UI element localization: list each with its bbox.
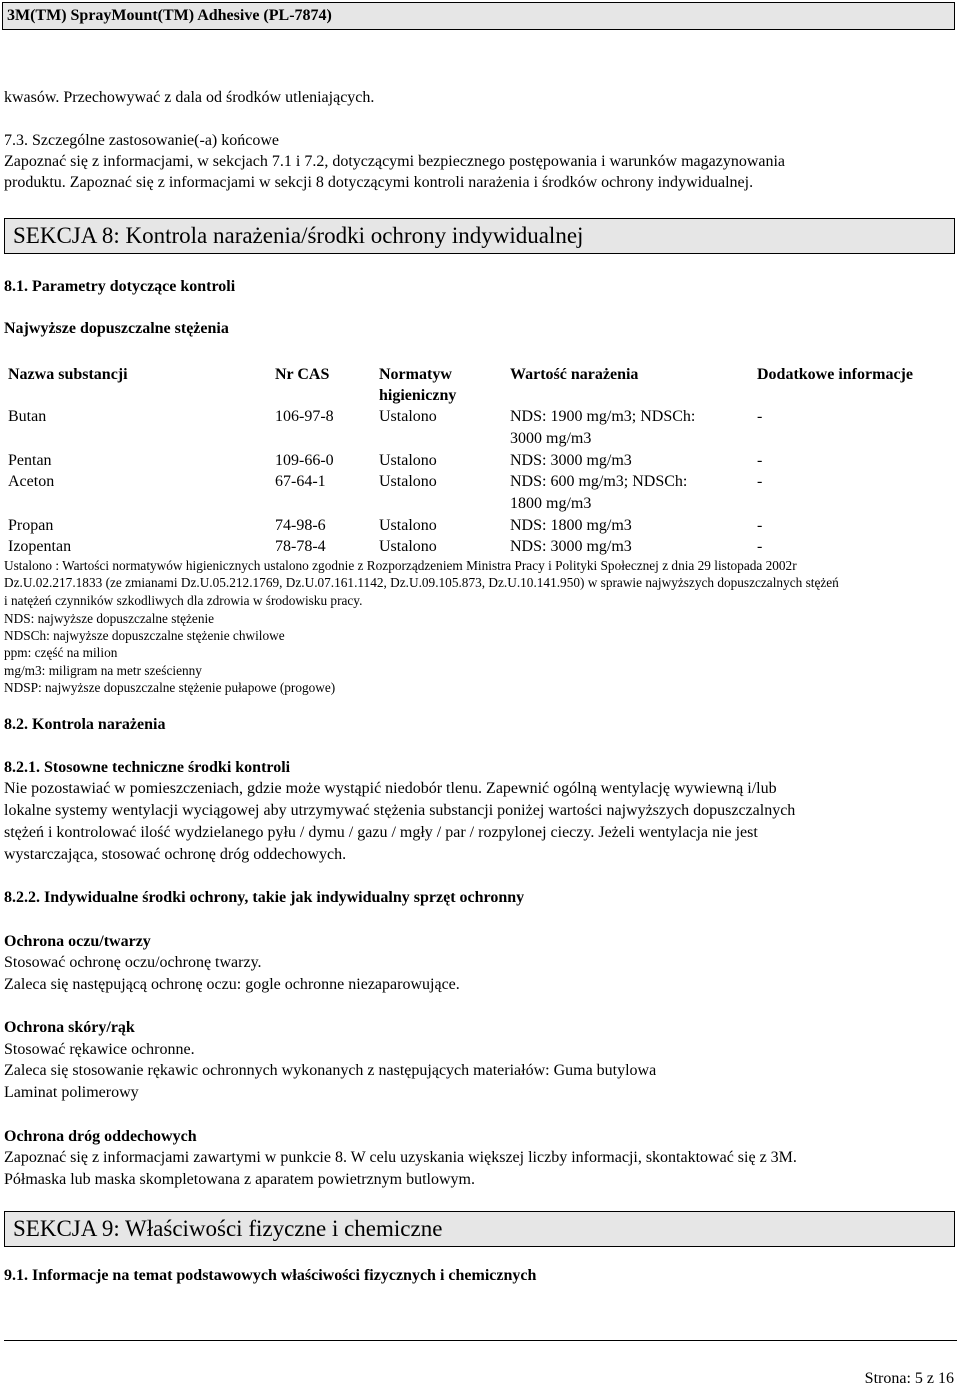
table-cell-value-cont: 1800 mg/m3 — [510, 495, 592, 512]
note-line: NDSCh: najwyższe dopuszczalne stężenie chwilowe — [4, 628, 285, 643]
table-cell-standard: Ustalono — [379, 517, 437, 534]
table-cell-standard: Ustalono — [379, 538, 437, 555]
table-cell-substance: Izopentan — [8, 538, 72, 555]
table-cell-substance: Butan — [8, 408, 47, 425]
table-cell-cas: 109-66-0 — [275, 452, 334, 469]
eye-protection-title: Ochrona oczu/twarzy — [4, 933, 151, 950]
table-cell-cas: 106-97-8 — [275, 408, 334, 425]
column-header-standard-line2: higieniczny — [379, 387, 457, 404]
skin-protection-text: Zaleca się stosowanie rękawic ochronnych wykonanych z następujących materiałów: Guma butylowa — [4, 1062, 657, 1079]
table-cell-cas: 74-98-6 — [275, 517, 326, 534]
note-line: Dz.U.02.217.1833 (ze zmianami Dz.U.05.212.1769, Dz.U.07.161.1142, Dz.U.09.105.873, Dz.U.10.141.950) w sprawie najwyższych dopuszczalnych stężeń — [4, 575, 839, 590]
section-8-2-1-text-line: lokalne systemy wentylacji wyciągowej aby utrzymywać stężenia substancji poniżej wartości najwyższych dopuszczalnych — [4, 802, 796, 819]
column-header-additional-info: Dodatkowe informacje — [757, 366, 913, 383]
section-8-2-1-title: 8.2.1. Stosowne techniczne środki kontroli — [4, 759, 291, 776]
nds-subtitle: Najwyższe dopuszczalne stężenia — [4, 320, 229, 337]
note-line: NDS: najwyższe dopuszczalne stężenie — [4, 611, 215, 626]
table-cell-value: NDS: 3000 mg/m3 — [510, 538, 632, 555]
skin-protection-text: Laminat polimerowy — [4, 1084, 139, 1101]
table-cell-cas: 78-78-4 — [275, 538, 326, 555]
table-cell-info: - — [757, 452, 763, 469]
table-cell-substance: Propan — [8, 517, 54, 534]
section-7-3-title: 7.3. Szczególne zastosowanie(-a) końcowe — [4, 132, 279, 149]
note-line: NDSP: najwyższe dopuszczalne stężenie pułapowe (progowe) — [4, 680, 336, 695]
note-line: ppm: część na milion — [4, 645, 118, 660]
footer-divider — [4, 1340, 957, 1341]
column-header-cas: Nr CAS — [275, 366, 330, 383]
skin-protection-title: Ochrona skóry/rąk — [4, 1019, 135, 1036]
table-cell-info: - — [757, 473, 763, 490]
table-cell-value: NDS: 1900 mg/m3; NDSCh: — [510, 408, 696, 425]
section-7-3-text-line: produktu. Zapoznać się z informacjami w sekcji 8 dotyczącymi kontroli narażenia i środków ochrony indywidualnej. — [4, 174, 754, 191]
respiratory-protection-title: Ochrona dróg oddechowych — [4, 1128, 197, 1145]
eye-protection-text: Stosować ochronę oczu/ochronę twarzy. — [4, 954, 262, 971]
table-cell-value-cont: 3000 mg/m3 — [510, 430, 592, 447]
section-9-1-title: 9.1. Informacje na temat podstawowych właściwości fizycznych i chemicznych — [4, 1267, 537, 1284]
section-8-2-1-text-line: wystarczająca, stosować ochronę dróg oddechowych. — [4, 846, 347, 863]
respiratory-protection-text: Półmaska lub maska skompletowana z aparatem powietrznym butlowym. — [4, 1171, 475, 1188]
section-8-heading: SEKCJA 8: Kontrola narażenia/środki ochrony indywidualnej — [4, 218, 955, 254]
note-line: Ustalono : Wartości normatywów higienicznych ustalono zgodnie z Rozporządzeniem Ministra Pracy i Polityki Społecznej z dnia 29 listopada 2002r — [4, 558, 797, 573]
respiratory-protection-text: Zapoznać się z informacjami zawartymi w punkcie 8. W celu uzyskania większej liczby informacji, skontaktować się z 3M. — [4, 1149, 797, 1166]
section-8-1-title: 8.1. Parametry dotyczące kontroli — [4, 278, 236, 295]
section-9-heading: SEKCJA 9: Właściwości fizyczne i chemiczne — [4, 1211, 955, 1247]
table-cell-substance: Pentan — [8, 452, 52, 469]
table-cell-substance: Aceton — [8, 473, 55, 490]
skin-protection-text: Stosować rękawice ochronne. — [4, 1041, 195, 1058]
table-cell-value: NDS: 3000 mg/m3 — [510, 452, 632, 469]
document-header-title: 3M(TM) SprayMount(TM) Adhesive (PL-7874) — [2, 2, 955, 30]
table-cell-standard: Ustalono — [379, 452, 437, 469]
table-cell-info: - — [757, 408, 763, 425]
table-cell-standard: Ustalono — [379, 408, 437, 425]
section-8-2-2-title: 8.2.2. Indywidualne środki ochrony, takie jak indywidualny sprzęt ochronny — [4, 889, 525, 906]
section-8-2-1-text-line: stężeń i kontrolować ilość wydzielanego pyłu / dymu / gazu / mgły / par / rozpylonej cieczy. Jeżeli wentylacja nie jest — [4, 824, 758, 841]
note-line: i natężeń czynników szkodliwych dla zdrowia w środowisku pracy. — [4, 593, 363, 608]
table-cell-value: NDS: 600 mg/m3; NDSCh: — [510, 473, 688, 490]
section-7-3-text-line: Zapoznać się z informacjami, w sekcjach 7.1 i 7.2, dotyczącymi bezpiecznego postępowania i warunków magazynowania — [4, 153, 786, 170]
page-number: Strona: 5 z 16 — [864, 1370, 954, 1387]
eye-protection-text: Zaleca się następującą ochronę oczu: gogle ochronne niezaparowujące. — [4, 976, 460, 993]
column-header-standard: Normatyw — [379, 366, 452, 383]
intro-line: kwasów. Przechowywać z dala od środków utleniających. — [4, 89, 375, 106]
table-cell-info: - — [757, 538, 763, 555]
column-header-exposure-value: Wartość narażenia — [510, 366, 639, 383]
section-8-2-1-text-line: Nie pozostawiać w pomieszczeniach, gdzie może wystąpić niedobór tlenu. Zapewnić ogólną wentylację wywiewną i/lub — [4, 780, 777, 797]
table-cell-cas: 67-64-1 — [275, 473, 326, 490]
column-header-substance: Nazwa substancji — [8, 366, 128, 383]
table-cell-standard: Ustalono — [379, 473, 437, 490]
table-cell-info: - — [757, 517, 763, 534]
table-cell-value: NDS: 1800 mg/m3 — [510, 517, 632, 534]
note-line: mg/m3: miligram na metr sześcienny — [4, 663, 202, 678]
section-8-2-title: 8.2. Kontrola narażenia — [4, 716, 166, 733]
